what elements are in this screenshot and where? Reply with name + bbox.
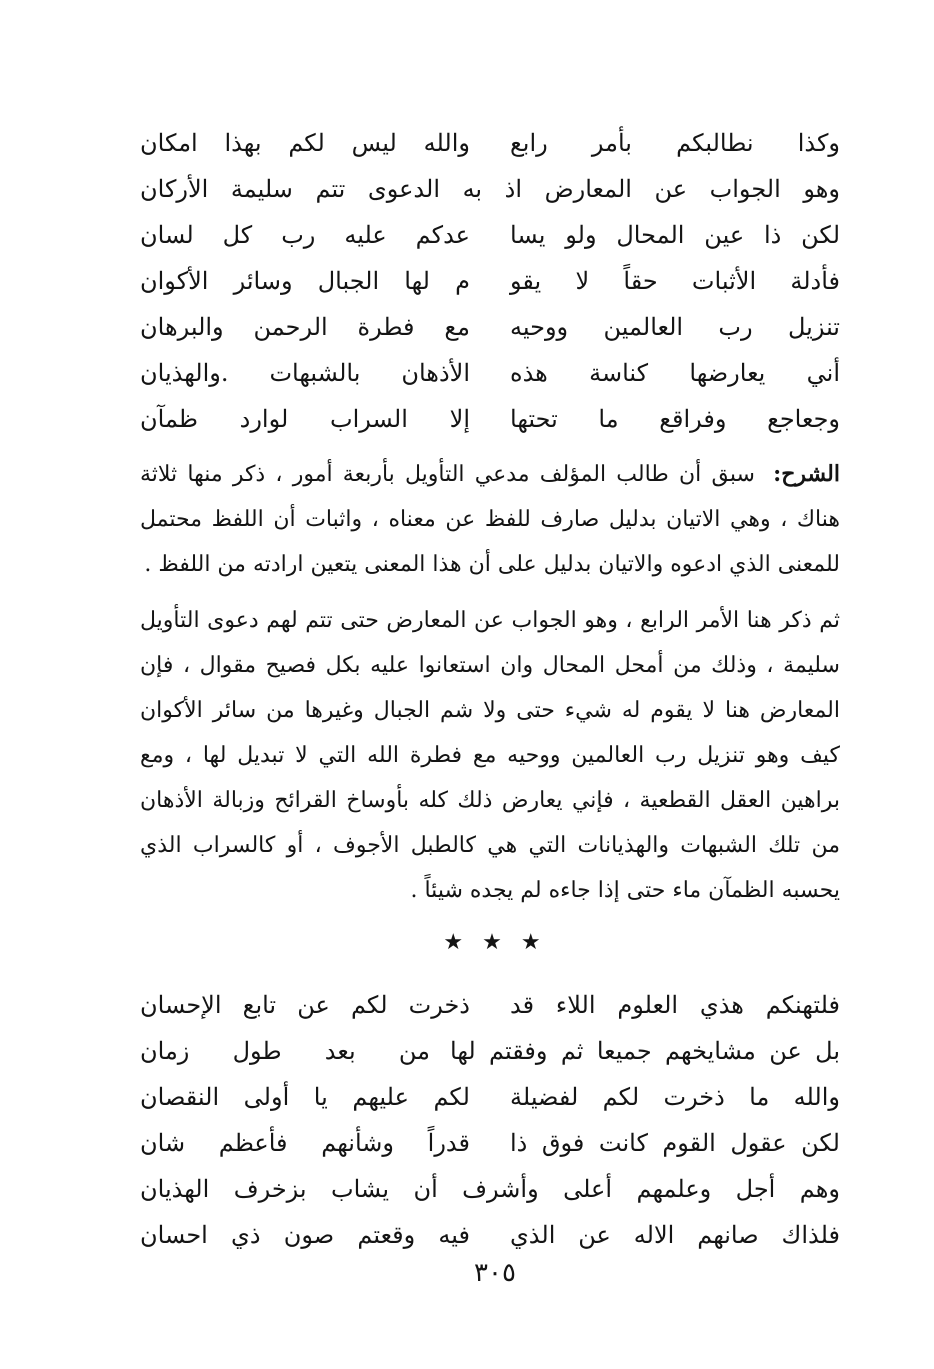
verse-second-hemistich: والله ليس لكم بهذا امكان	[140, 129, 470, 157]
verse-first-hemistich: أني يعارضها كناسة هذه	[510, 359, 840, 387]
verse	[140, 166, 840, 212]
verse-second-hemistich: فيه وقعتم صون ذي احسان	[140, 1221, 470, 1249]
verse	[140, 982, 840, 1028]
verse	[140, 212, 840, 258]
commentary-paragraph	[140, 598, 840, 913]
verse-second-hemistich: قدراً وشأنهم فأعظم شان	[140, 1129, 470, 1157]
verse-first-hemistich: فلتهنكم هذي العلوم اللاء قد	[510, 991, 840, 1019]
sharh-paragraph	[140, 452, 840, 587]
verse-first-hemistich: فأدلة الأثبات حقاً لا يقو	[510, 267, 840, 295]
verse-first-hemistich: لكن ذا عين المحال ولو يسا	[510, 221, 840, 249]
poem-bottom	[140, 982, 840, 1258]
verse	[140, 120, 840, 166]
verse	[140, 1028, 840, 1074]
verse-second-hemistich: إلا السراب لوارد ظمآن	[140, 405, 470, 433]
verse-first-hemistich: لكن عقول القوم كانت فوق ذا	[510, 1129, 840, 1157]
verse	[140, 1166, 840, 1212]
verse	[140, 1074, 840, 1120]
verse-second-hemistich: عدكم عليه رب كل لسان	[140, 221, 470, 249]
verse-second-hemistich: م لها الجبال وسائر الأكوان	[140, 267, 470, 295]
page-number: ٣٠٥	[474, 1258, 516, 1288]
verse-first-hemistich: تنزيل رب العالمين ووحيه	[510, 313, 840, 341]
commentary-text: ثم ذكر هنا الأمر الرابع ، وهو الجواب عن المعارض حتى تتم لهم دعوى التأويل سليمة ، وذلك من أمحل المحال وان استعانوا عليه بكل فصيح مقوال ، فإن المعارض هنا لا يقوم له شيء حتى ولا شم الجبال وغيرها من سائر الأكوان كيف وهو تنزيل رب العالمين ووحيه مع فطرة الله التي لا تبديل لها ، ومع براهين العقل القطعية ، فإني يعارض ذلك كله بأوساخ القرائح وزبالة الأذهان من تلك الشبهات والهذيانات التي هي كالطبل الأجوف ، أو كالسراب الذي يحسبه الظمآن ماء حتى إذا جاءه لم يجده شيئاً .	[140, 608, 840, 903]
verse-second-hemistich: الأذهان بالشبهات .والهذيان	[140, 359, 470, 387]
sharh-text: سبق أن طالب المؤلف مدعي التأويل بأربعة أمور ، ذكر منها ثلاثة هناك ، وهي الاتيان بدليل صارف للفظ عن معناه ، واثبات أن اللفظ محتمل للمعنى الذي ادعوه والاتيان بدليل على أن هذا المعنى يتعين ارادته من اللفظ .	[140, 462, 840, 577]
verse-first-hemistich: وجعاجع وفراقع ما تحتها	[510, 405, 840, 433]
sharh-label: الشرح:	[773, 461, 840, 487]
verse	[140, 1120, 840, 1166]
verse-second-hemistich: ذخرت لكم عن تابع الإحسان	[140, 991, 470, 1019]
verse	[140, 304, 840, 350]
verse-first-hemistich: وهو الجواب عن المعارض اذ به الدعوى تتم سليمة الأركان	[140, 175, 840, 203]
verse-first-hemistich: وكذا نطالبكم بأمر رابع	[510, 129, 840, 157]
verse	[140, 1212, 840, 1258]
section-separator: ★ ★ ★	[443, 930, 547, 955]
verse-second-hemistich: لكم عليهم يا أولى النقصان	[140, 1083, 470, 1111]
verse-first-hemistich: والله ما ذخرت لكم لفضيلة	[510, 1083, 840, 1111]
verse-second-hemistich: مع فطرة الرحمن والبرهان	[140, 313, 470, 341]
verse-second-hemistich: من بعد طول زمان	[140, 1037, 430, 1065]
verse	[140, 258, 840, 304]
verse	[140, 350, 840, 396]
verse-first-hemistich: بل عن مشايخهم جميعا ثم وفقتم لها	[450, 1037, 840, 1065]
verse-first-hemistich: فلذاك صانهم الاله عن الذي	[510, 1221, 840, 1249]
verse	[140, 396, 840, 442]
verse-first-hemistich: وهم أجل وعلمهم أعلى وأشرف أن يشاب بزخرف الهذيان	[140, 1175, 840, 1203]
poem-top	[140, 120, 840, 442]
